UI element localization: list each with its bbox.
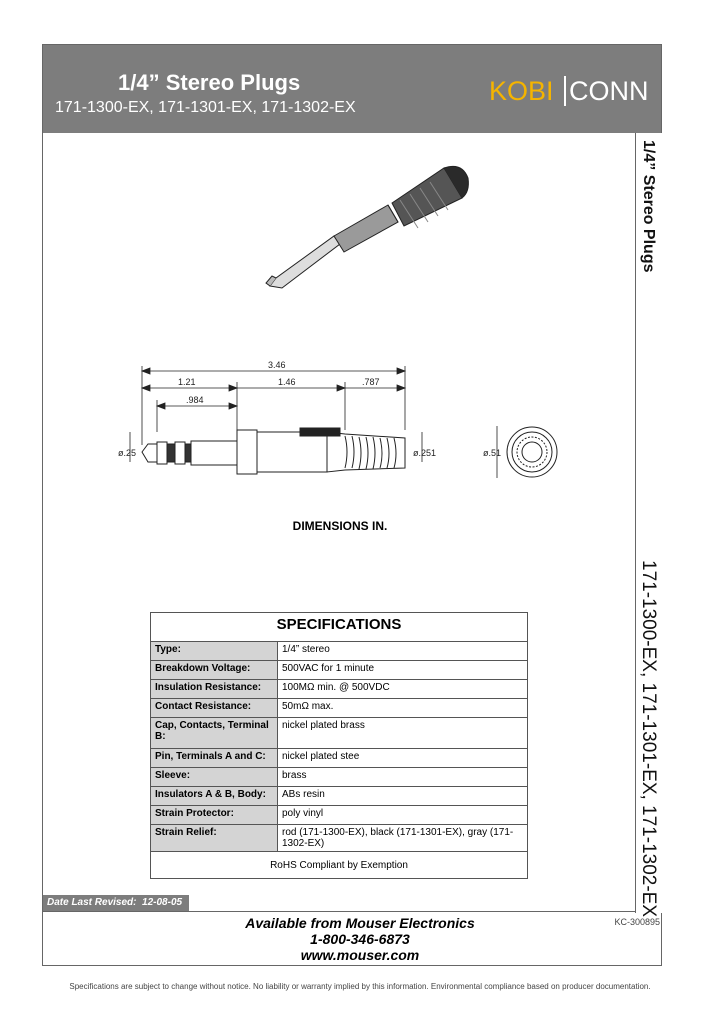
- dim-end-dia: ø.51: [483, 448, 502, 458]
- mouser-website[interactable]: www.mouser.com: [300, 947, 420, 963]
- table-row: [151, 699, 528, 718]
- spec-label: Insulators A & B, Body:: [151, 787, 278, 806]
- spec-label: Contact Resistance:: [151, 699, 278, 718]
- spec-value: 50mΩ max.: [278, 699, 528, 718]
- plug-side-view: [142, 428, 405, 474]
- revised-label: Date Last Revised:: [47, 897, 137, 908]
- table-row: [151, 806, 528, 825]
- rohs-note: RoHS Compliant by Exemption: [151, 852, 528, 879]
- dim-body-dia: ø.251: [413, 448, 437, 458]
- disclaimer: Specifications are subject to change without notice. No liability or warranty implied by this information. Environmental compliance based on producer documentation.: [69, 982, 651, 991]
- table-row: [151, 718, 528, 749]
- spec-value: nickel plated brass: [278, 718, 528, 749]
- dim-a: 1.21: [178, 377, 196, 387]
- spec-label: Insulation Resistance:: [151, 680, 278, 699]
- spec-label: Breakdown Voltage:: [151, 661, 278, 680]
- table-row: [151, 642, 528, 661]
- table-row: [151, 825, 528, 852]
- logo-text-kobi: KOBI: [489, 76, 554, 106]
- spec-label: Cap, Contacts, Terminal B:: [151, 718, 278, 749]
- specs-heading: SPECIFICATIONS: [151, 613, 528, 642]
- spec-value: 1/4” stereo: [278, 642, 528, 661]
- table-row: [151, 661, 528, 680]
- specifications-table: [150, 612, 528, 879]
- date-last-revised: [43, 895, 189, 911]
- spec-value: rod (171-1300-EX), black (171-1301-EX), gray (171-1302-EX): [278, 825, 528, 852]
- page-title: 1/4” Stereo Plugs: [118, 70, 301, 95]
- table-row: [151, 749, 528, 768]
- spec-label: Type:: [151, 642, 278, 661]
- spec-value: poly vinyl: [278, 806, 528, 825]
- table-row: [151, 680, 528, 699]
- spec-value: 500VAC for 1 minute: [278, 661, 528, 680]
- logo-text-conn: CONN: [569, 76, 649, 106]
- sidebar-part-numbers: 171-1300-EX, 171-1301-EX, 171-1302-EX: [638, 560, 659, 918]
- document-code: KC-300895: [614, 917, 660, 927]
- dim-c: .787: [362, 377, 380, 387]
- spec-value: 100MΩ min. @ 500VDC: [278, 680, 528, 699]
- spec-value: nickel plated stee: [278, 749, 528, 768]
- dimensions-caption: DIMENSIONS IN.: [292, 519, 388, 533]
- dim-overall: 3.46: [268, 360, 286, 370]
- plug-end-view: [507, 427, 557, 477]
- part-numbers: 171-1300-EX, 171-1301-EX, 171-1302-EX: [55, 99, 356, 116]
- dim-d: .984: [186, 395, 204, 405]
- revised-date: 12-08-05: [142, 897, 183, 908]
- mouser-availability: Available from Mouser Electronics: [245, 915, 475, 931]
- spec-label: Sleeve:: [151, 768, 278, 787]
- plug-perspective-illustration: [266, 166, 468, 288]
- sidebar-title: 1/4” Stereo Plugs: [640, 140, 657, 273]
- dim-tip-dia: ø.25: [118, 448, 137, 458]
- spec-label: Strain Relief:: [151, 825, 278, 852]
- spec-value: ABs resin: [278, 787, 528, 806]
- spec-label: Pin, Terminals A and C:: [151, 749, 278, 768]
- table-row: [151, 787, 528, 806]
- spec-label: Strain Protector:: [151, 806, 278, 825]
- table-row: [151, 768, 528, 787]
- footer-divider: [43, 911, 635, 912]
- dim-b: 1.46: [278, 377, 296, 387]
- spec-value: brass: [278, 768, 528, 787]
- mouser-phone: 1-800-346-6873: [310, 931, 410, 947]
